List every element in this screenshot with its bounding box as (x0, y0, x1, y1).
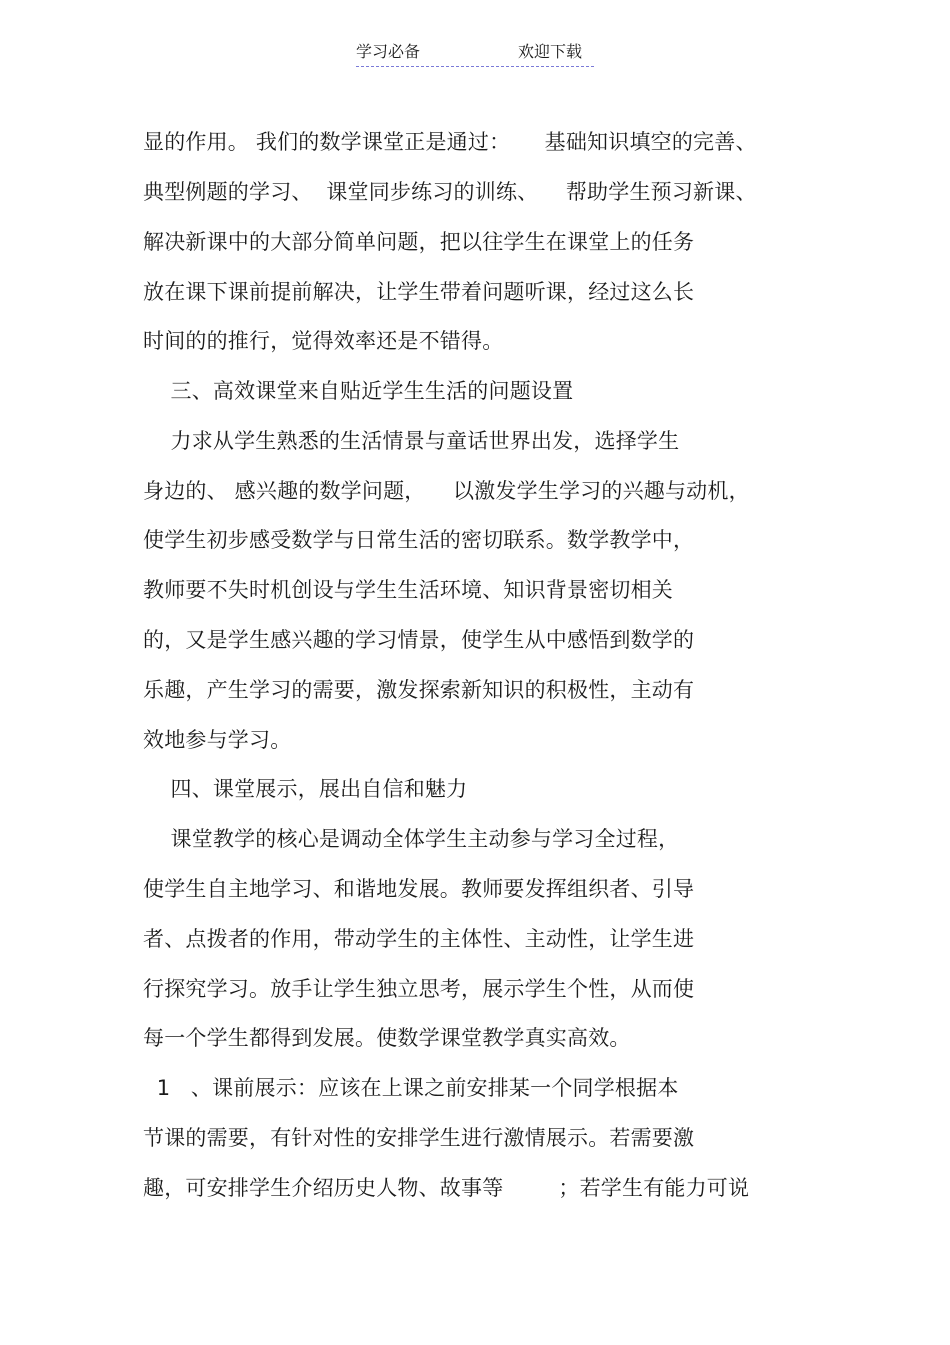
text-line: 每一个学生都得到发展。使数学课堂教学真实高效。 (143, 1026, 631, 1050)
text-line: 典型例题的学习、 课堂同步练习的训练、 帮助学生预习新课、 (143, 180, 757, 204)
text-line: 趣，可安排学生介绍历史人物、故事等 ；若学生有能力可说 (143, 1176, 750, 1200)
text-line: 使学生初步感受数学与日常生活的密切联系。数学教学中， (143, 528, 695, 552)
text-line: 1 、课前展示：应该在上课之前安排某一个同学根据本 (143, 1076, 679, 1100)
section-heading: 四、课堂展示，展出自信和魅力 (143, 777, 468, 801)
text-line: 时间的的推行，觉得效率还是不错得。 (143, 329, 504, 353)
page-header (356, 38, 594, 67)
text-line: 者、点拨者的作用，带动学生的主体性、主动性，让学生进 (143, 927, 695, 951)
text-line: 放在课下课前提前解决，让学生带着问题听课，经过这么长 (143, 280, 695, 304)
text-line: 教师要不失时机创设与学生生活环境、知识背景密切相关 (143, 578, 673, 602)
text-line: 力求从学生熟悉的生活情景与童话世界出发，选择学生 (143, 429, 680, 453)
text-line: 的，又是学生感兴趣的学习情景，使学生从中感悟到数学的 (143, 628, 695, 652)
text-line: 解决新课中的大部分简单问题，把以往学生在课堂上的任务 (143, 230, 695, 254)
text-line: 效地参与学习。 (143, 728, 292, 752)
text-line: 行探究学习。放手让学生独立思考，展示学生个性，从而使 (143, 977, 695, 1001)
text-line: 课堂教学的核心是调动全体学生主动参与学习全过程， (143, 827, 680, 851)
header-left-text: 学习必备 (356, 42, 421, 61)
text-line: 使学生自主地学习、和谐地发展。教师要发挥组织者、引导 (143, 877, 695, 901)
text-line: 乐趣，产生学习的需要，激发探索新知识的积极性，主动有 (143, 678, 695, 702)
section-heading: 三、高效课堂来自贴近学生生活的问题设置 (143, 379, 574, 403)
header-right-text: 欢迎下载 (518, 42, 583, 61)
text-line: 节课的需要，有针对性的安排学生进行激情展示。若需要激 (143, 1126, 695, 1150)
text-line: 身边的、 感兴趣的数学问题， 以激发学生学习的兴趣与动机， (143, 479, 750, 503)
text-line: 显的作用。 我们的数学课堂正是通过： 基础知识填空的完善、 (143, 130, 757, 154)
